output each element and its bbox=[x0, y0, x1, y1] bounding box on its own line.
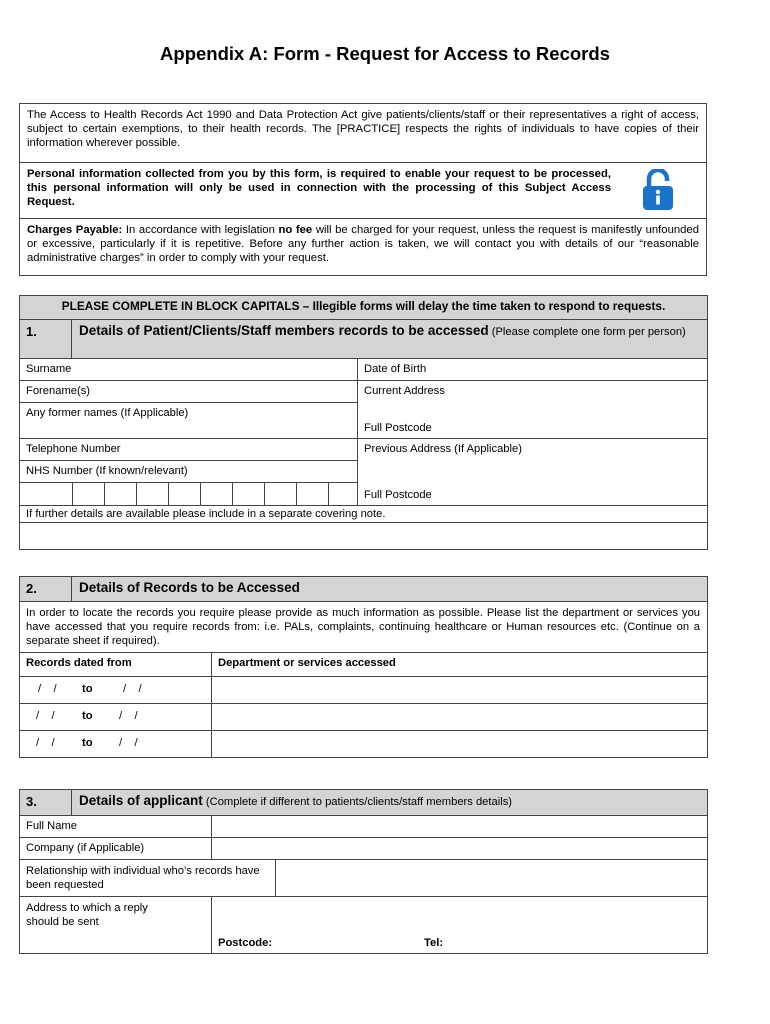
charges-text-b: will be charged for your request, unless the request is manifestly unfounded or excessive, particularly if it is repetitive. Before any further action is taken, we will contact you with details of our “reasonable administrative charges” in order to comply with your request. bbox=[27, 224, 699, 264]
dob-field[interactable]: Date of Birth bbox=[358, 359, 708, 381]
to-label: to bbox=[82, 737, 93, 749]
section-1-heading-note: (Please complete one form per person) bbox=[488, 326, 686, 338]
date-range-row[interactable] bbox=[20, 704, 212, 731]
nhs-digit-box[interactable] bbox=[72, 483, 73, 505]
to-label: to bbox=[82, 710, 93, 722]
date-to[interactable]: / / bbox=[123, 683, 142, 695]
intro-box bbox=[19, 103, 707, 276]
intro-paragraph-rights: The Access to Health Records Act 1990 and Data Protection Act give patients/clients/staff or their representatives a right of access, subject to certain exemptions, to their health records. The [PRACTICE] respects the rights of individuals to have copies of their information wherever possible. bbox=[20, 104, 707, 163]
nhs-digit-box[interactable] bbox=[264, 483, 265, 505]
section-3-table bbox=[19, 789, 708, 954]
date-from[interactable]: / / bbox=[38, 683, 57, 695]
block-capitals-banner: PLEASE COMPLETE IN BLOCK CAPITALS – Illegible forms will delay the time taken to respond to requests. bbox=[20, 296, 708, 320]
padlock-info-icon bbox=[640, 169, 676, 211]
to-label: to bbox=[82, 683, 93, 695]
postcode-label: Postcode: bbox=[218, 937, 273, 949]
section-2-instructions: In order to locate the records you require please provide as much information as possible. Please list the department or services you have accessed that you require records from: i.e. PALs, complaints, continuing healthcare or Human resources etc. (Continue on a separate sheet if required). bbox=[20, 602, 708, 653]
forename-field[interactable]: Forename(s) bbox=[20, 381, 358, 403]
section-2-number: 2. bbox=[20, 577, 72, 602]
previous-address-field[interactable] bbox=[358, 439, 708, 506]
full-name-label: Full Name bbox=[20, 816, 212, 838]
company-label: Company (if Applicable) bbox=[20, 838, 212, 860]
department-header: Department or services accessed bbox=[212, 653, 708, 677]
company-field[interactable] bbox=[212, 838, 708, 860]
previous-address-label: Previous Address (If Applicable) bbox=[364, 443, 522, 455]
nhs-number-boxes[interactable] bbox=[20, 483, 358, 506]
date-range-row[interactable] bbox=[20, 677, 212, 704]
current-address-field[interactable] bbox=[358, 381, 708, 439]
full-name-field[interactable] bbox=[212, 816, 708, 838]
telephone-field[interactable]: Telephone Number bbox=[20, 439, 358, 461]
relationship-label: Relationship with individual who’s records have been requested bbox=[20, 860, 276, 897]
privacy-text: Personal information collected from you by this form, is required to enable your request to be processed, this personal information will only be used in connection with the processing of this Subject Access Request. bbox=[27, 168, 611, 208]
further-details-field[interactable] bbox=[20, 523, 708, 550]
reply-address-label: Address to which a reply should be sent bbox=[20, 897, 212, 954]
reply-address-field[interactable] bbox=[212, 897, 708, 954]
previous-postcode-label: Full Postcode bbox=[364, 489, 432, 501]
page-title: Appendix A: Form - Request for Access to Records bbox=[160, 43, 610, 64]
section-1-heading-text: Details of Patient/Clients/Staff members records to be accessed bbox=[79, 323, 489, 338]
current-postcode-label: Full Postcode bbox=[364, 422, 432, 434]
department-field[interactable] bbox=[212, 677, 708, 704]
date-to[interactable]: / / bbox=[119, 737, 138, 749]
relationship-field[interactable] bbox=[276, 860, 708, 897]
section-3-heading bbox=[72, 790, 708, 816]
nhs-digit-box[interactable] bbox=[104, 483, 105, 505]
charges-text-a: In accordance with legislation bbox=[122, 224, 279, 236]
section-2-table bbox=[19, 576, 708, 758]
charges-label: Charges Payable: bbox=[27, 224, 123, 236]
further-details-note: If further details are available please include in a separate covering note. bbox=[20, 506, 708, 523]
section-2-heading: Details of Records to be Accessed bbox=[72, 577, 708, 602]
intro-paragraph-charges bbox=[20, 219, 707, 276]
intro-paragraph-privacy bbox=[20, 163, 707, 219]
date-from[interactable]: / / bbox=[36, 710, 55, 722]
records-dated-from-header: Records dated from bbox=[20, 653, 212, 677]
nhs-digit-box[interactable] bbox=[232, 483, 233, 505]
nhs-digit-box[interactable] bbox=[200, 483, 201, 505]
nhs-digit-box[interactable] bbox=[168, 483, 169, 505]
section-1-table bbox=[19, 295, 708, 550]
date-from[interactable]: / / bbox=[36, 737, 55, 749]
department-field[interactable] bbox=[212, 704, 708, 731]
section-3-heading-text: Details of applicant bbox=[79, 793, 203, 808]
former-names-field[interactable]: Any former names (If Applicable) bbox=[20, 403, 358, 439]
section-3-heading-note: (Complete if different to patients/clients/staff members details) bbox=[202, 796, 513, 808]
section-3-number: 3. bbox=[20, 790, 72, 816]
section-1-number: 1. bbox=[20, 320, 72, 359]
nhs-digit-box[interactable] bbox=[328, 483, 329, 505]
date-range-row[interactable] bbox=[20, 731, 212, 758]
current-address-label: Current Address bbox=[364, 385, 445, 397]
section-1-heading bbox=[72, 320, 708, 359]
tel-label: Tel: bbox=[424, 937, 444, 949]
nhs-digit-box[interactable] bbox=[136, 483, 137, 505]
nhs-digit-box[interactable] bbox=[296, 483, 297, 505]
department-field[interactable] bbox=[212, 731, 708, 758]
surname-field[interactable]: Surname bbox=[20, 359, 358, 381]
nhs-number-label: NHS Number (If known/relevant) bbox=[20, 461, 358, 483]
date-to[interactable]: / / bbox=[119, 710, 138, 722]
charges-no-fee: no fee bbox=[278, 224, 313, 236]
